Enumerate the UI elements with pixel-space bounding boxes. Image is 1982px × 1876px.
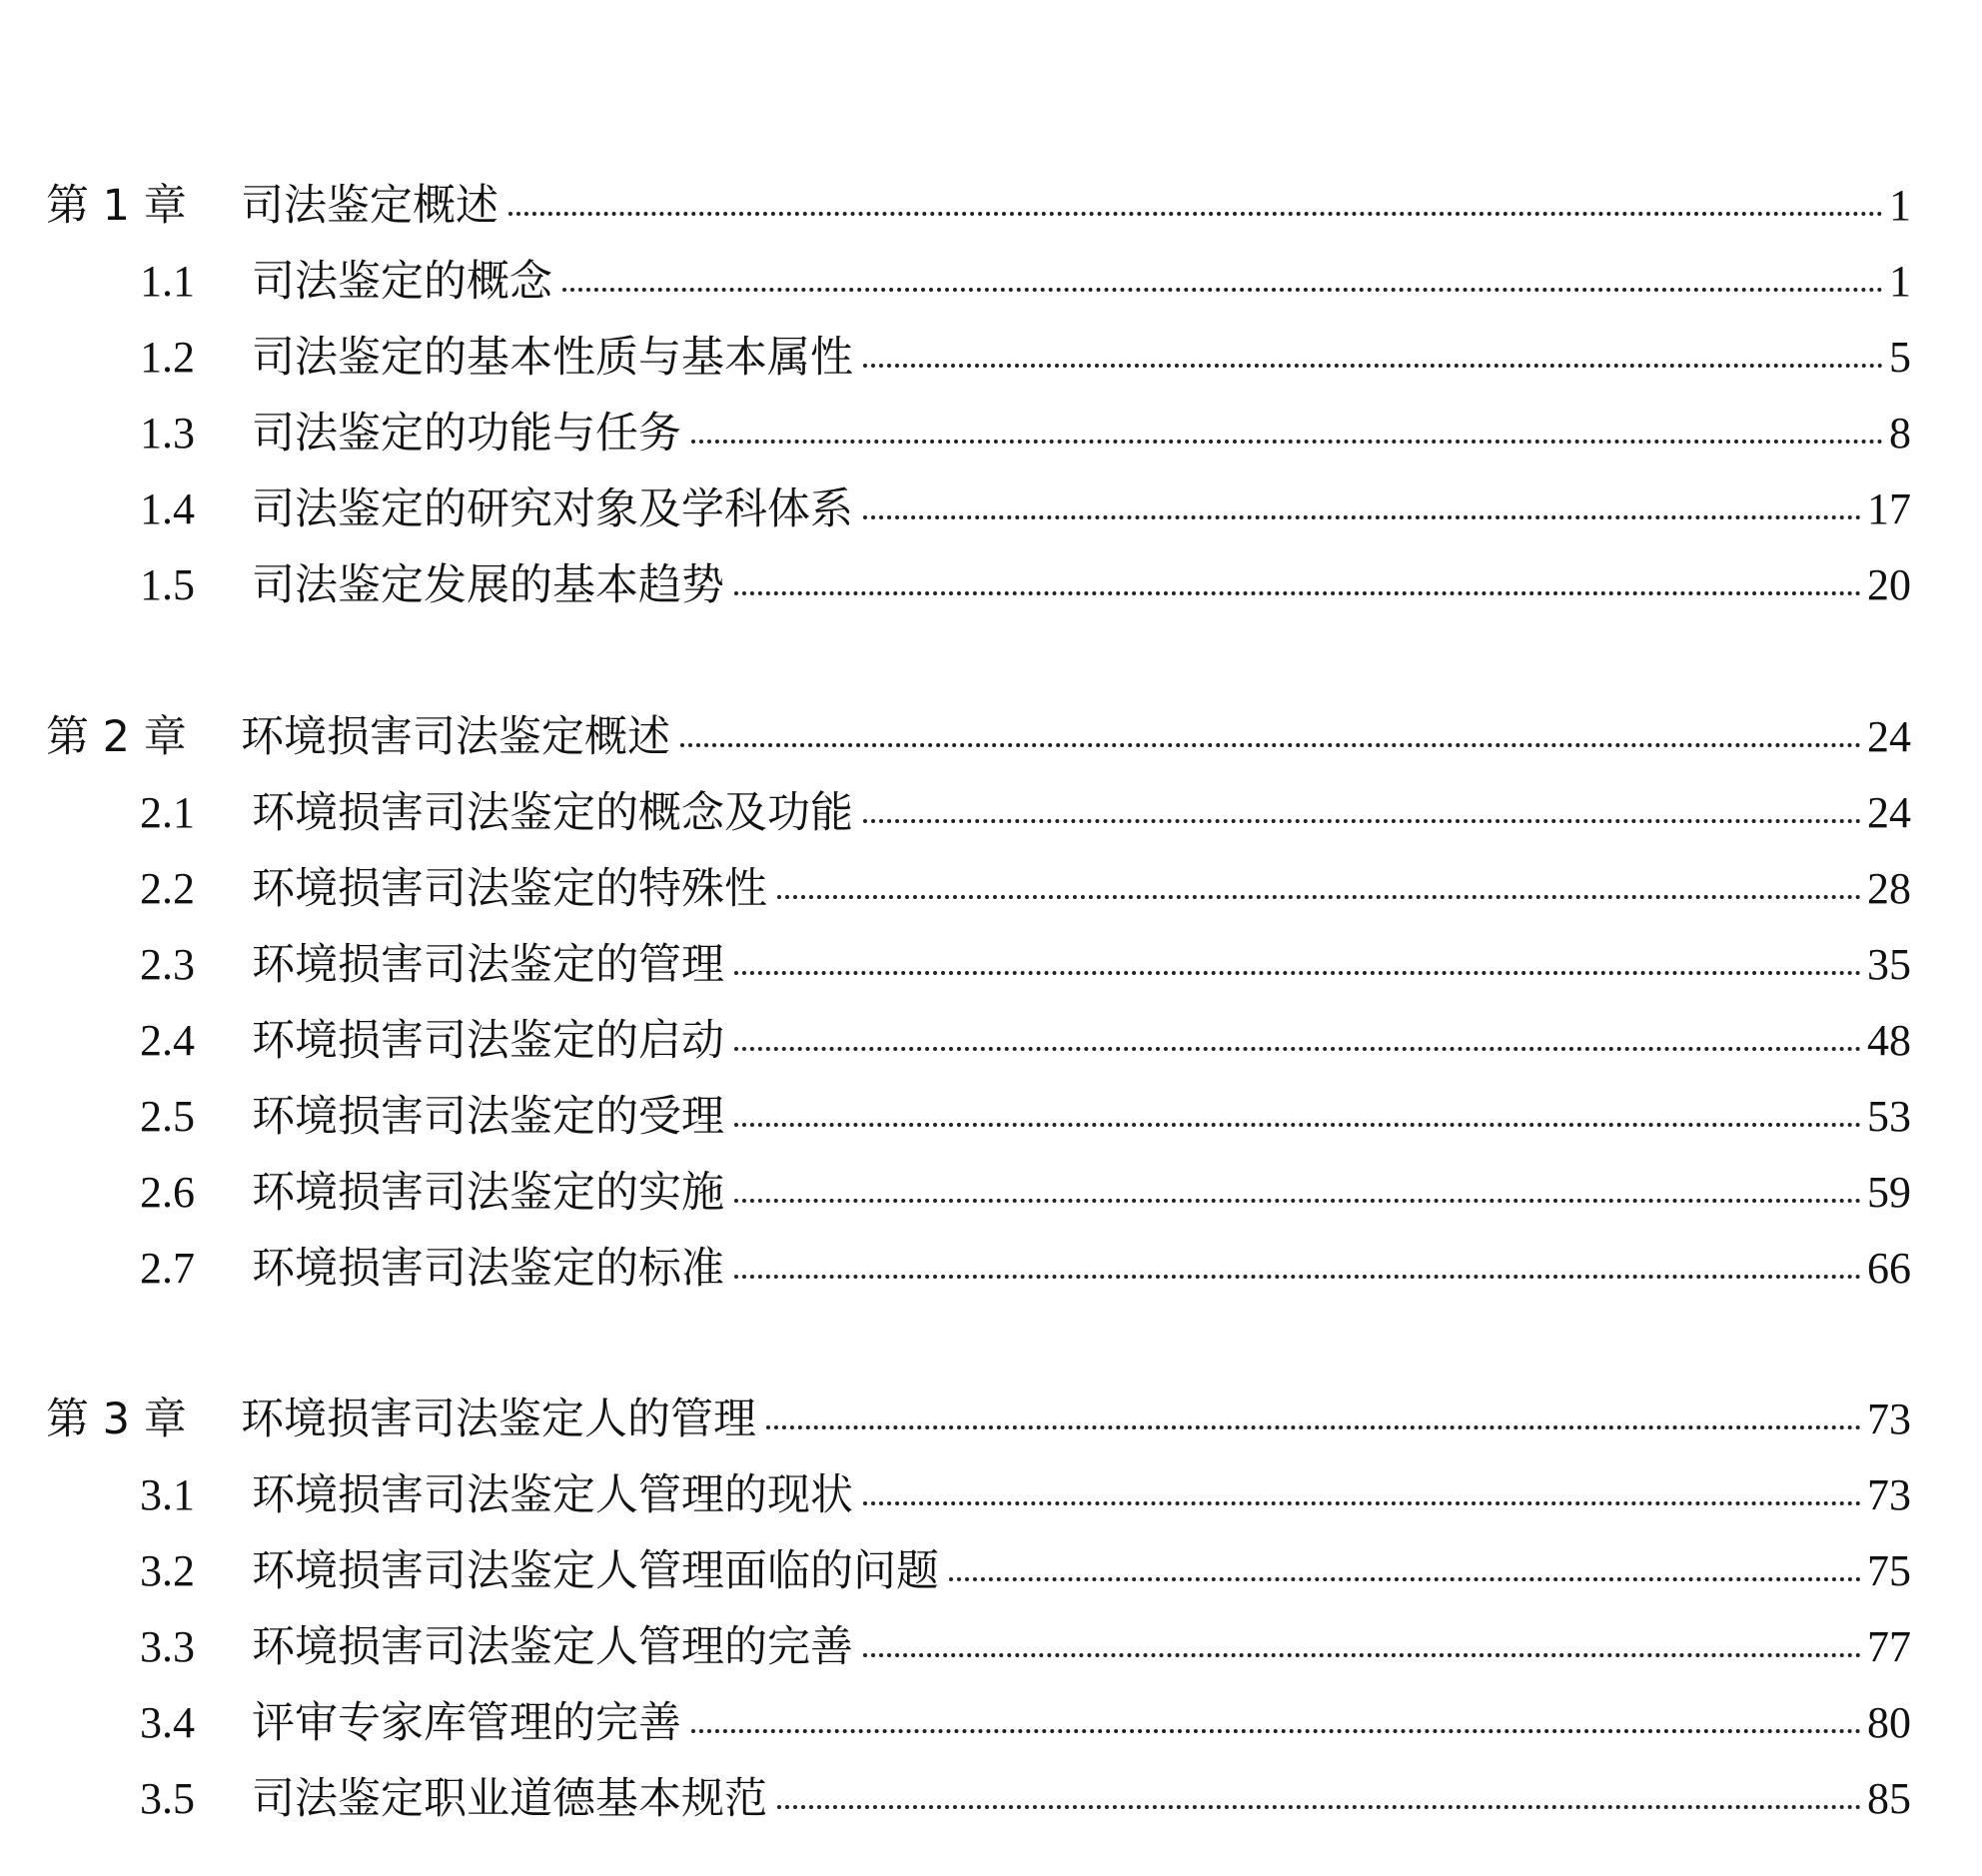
section-number: 1.3	[140, 409, 195, 458]
page-number: 1	[1889, 257, 1911, 306]
section-title: 环境损害司法鉴定的管理	[252, 940, 724, 990]
page-number: 66	[1867, 1244, 1911, 1293]
section-title: 司法鉴定的基本性质与基本属性	[252, 333, 853, 383]
dot-leader	[734, 587, 1861, 595]
dot-leader	[691, 1725, 1861, 1733]
section-title: 司法鉴定发展的基本趋势	[252, 560, 724, 610]
section-title: 司法鉴定的概念	[252, 257, 552, 307]
toc-section-2-4[interactable]	[140, 1003, 1911, 1079]
page-number: 73	[1867, 1470, 1911, 1519]
chapter-title: 环境损害司法鉴定概述	[241, 712, 670, 762]
section-number: 3.2	[140, 1546, 195, 1595]
dot-leader	[734, 1195, 1861, 1203]
section-title: 环境损害司法鉴定人管理面临的问题	[252, 1546, 939, 1596]
chapter-title: 环境损害司法鉴定人的管理	[241, 1395, 756, 1444]
page-number: 48	[1867, 1016, 1911, 1065]
toc-section-2-3[interactable]	[140, 927, 1911, 1003]
section-number: 3.3	[140, 1622, 195, 1671]
section-number: 1.4	[140, 484, 195, 533]
page-number: 17	[1867, 484, 1911, 533]
toc-section-2-5[interactable]	[140, 1079, 1911, 1155]
page-number: 77	[1867, 1622, 1911, 1671]
toc-section-2-6[interactable]	[140, 1155, 1911, 1231]
section-number: 3.5	[140, 1774, 195, 1823]
dot-leader	[777, 891, 1861, 899]
chapter-title: 司法鉴定概述	[241, 181, 498, 231]
dot-leader	[863, 1497, 1861, 1505]
dot-leader	[734, 1043, 1861, 1051]
dot-leader	[734, 967, 1861, 975]
toc-section-1-5[interactable]	[140, 547, 1911, 623]
dot-leader	[863, 1649, 1861, 1657]
page-number: 28	[1867, 864, 1911, 913]
section-number: 2.4	[140, 1016, 195, 1065]
dot-leader	[734, 1271, 1861, 1279]
toc-section-3-2[interactable]	[140, 1533, 1911, 1609]
toc-chapter-2[interactable]	[46, 699, 1911, 775]
toc-section-1-2[interactable]	[140, 320, 1911, 396]
toc-section-1-1[interactable]	[140, 244, 1911, 320]
section-number: 2.2	[140, 864, 195, 913]
toc-section-3-3[interactable]	[140, 1609, 1911, 1685]
section-title: 环境损害司法鉴定的标准	[252, 1244, 724, 1294]
section-title: 司法鉴定的功能与任务	[252, 409, 681, 459]
page-number: 1	[1889, 181, 1911, 230]
dot-leader	[949, 1573, 1861, 1581]
toc-chapter-1[interactable]	[46, 168, 1911, 244]
page-number: 5	[1889, 333, 1911, 382]
toc-section-1-3[interactable]	[140, 396, 1911, 471]
toc-section-2-1[interactable]	[140, 775, 1911, 851]
section-title: 环境损害司法鉴定的启动	[252, 1016, 724, 1066]
toc-section-3-1[interactable]	[140, 1457, 1911, 1533]
page-number: 80	[1867, 1698, 1911, 1747]
page-number: 35	[1867, 940, 1911, 989]
section-number: 2.3	[140, 940, 195, 989]
toc-chapter-3[interactable]	[46, 1382, 1911, 1457]
section-title: 司法鉴定职业道德基本规范	[252, 1774, 767, 1824]
section-title: 环境损害司法鉴定的实施	[252, 1168, 724, 1218]
page-number: 53	[1867, 1092, 1911, 1141]
page-number: 75	[1867, 1546, 1911, 1595]
toc-section-2-2[interactable]	[140, 851, 1911, 927]
dot-leader	[562, 284, 1883, 292]
page-number: 59	[1867, 1168, 1911, 1217]
toc-section-3-4[interactable]	[140, 1685, 1911, 1761]
section-title: 环境损害司法鉴定的特殊性	[252, 864, 767, 914]
section-number: 2.6	[140, 1168, 195, 1217]
chapter-number: 第 2 章	[46, 712, 187, 762]
section-title: 环境损害司法鉴定的概念及功能	[252, 788, 853, 838]
page-number: 8	[1889, 409, 1911, 458]
dot-leader	[777, 1801, 1861, 1809]
section-number: 2.1	[140, 788, 195, 837]
dot-leader	[734, 1119, 1861, 1127]
toc-section-1-4[interactable]	[140, 471, 1911, 547]
section-number: 1.1	[140, 257, 195, 306]
page-number: 24	[1867, 788, 1911, 837]
toc-section-2-7[interactable]	[140, 1231, 1911, 1307]
dot-leader	[863, 360, 1883, 368]
dot-leader	[508, 208, 1883, 216]
page-number: 24	[1867, 712, 1911, 761]
section-title: 环境损害司法鉴定的受理	[252, 1092, 724, 1142]
chapter-number: 第 1 章	[46, 181, 187, 231]
page-number: 85	[1867, 1774, 1911, 1823]
toc-section-3-5[interactable]	[140, 1761, 1911, 1837]
dot-leader	[863, 511, 1861, 519]
page-number: 73	[1867, 1395, 1911, 1443]
dot-leader	[863, 815, 1861, 823]
dot-leader	[766, 1421, 1861, 1429]
dot-leader	[680, 739, 1861, 747]
section-number: 2.5	[140, 1092, 195, 1141]
section-number: 3.1	[140, 1470, 195, 1519]
section-title: 环境损害司法鉴定人管理的完善	[252, 1622, 853, 1672]
section-number: 3.4	[140, 1698, 195, 1747]
section-number: 2.7	[140, 1244, 195, 1293]
section-number: 1.5	[140, 560, 195, 609]
chapter-number: 第 3 章	[46, 1395, 187, 1444]
dot-leader	[691, 436, 1883, 444]
page-number: 20	[1867, 560, 1911, 609]
section-number: 1.2	[140, 333, 195, 382]
section-title: 评审专家库管理的完善	[252, 1698, 681, 1748]
section-title: 司法鉴定的研究对象及学科体系	[252, 484, 853, 534]
section-title: 环境损害司法鉴定人管理的现状	[252, 1470, 853, 1520]
